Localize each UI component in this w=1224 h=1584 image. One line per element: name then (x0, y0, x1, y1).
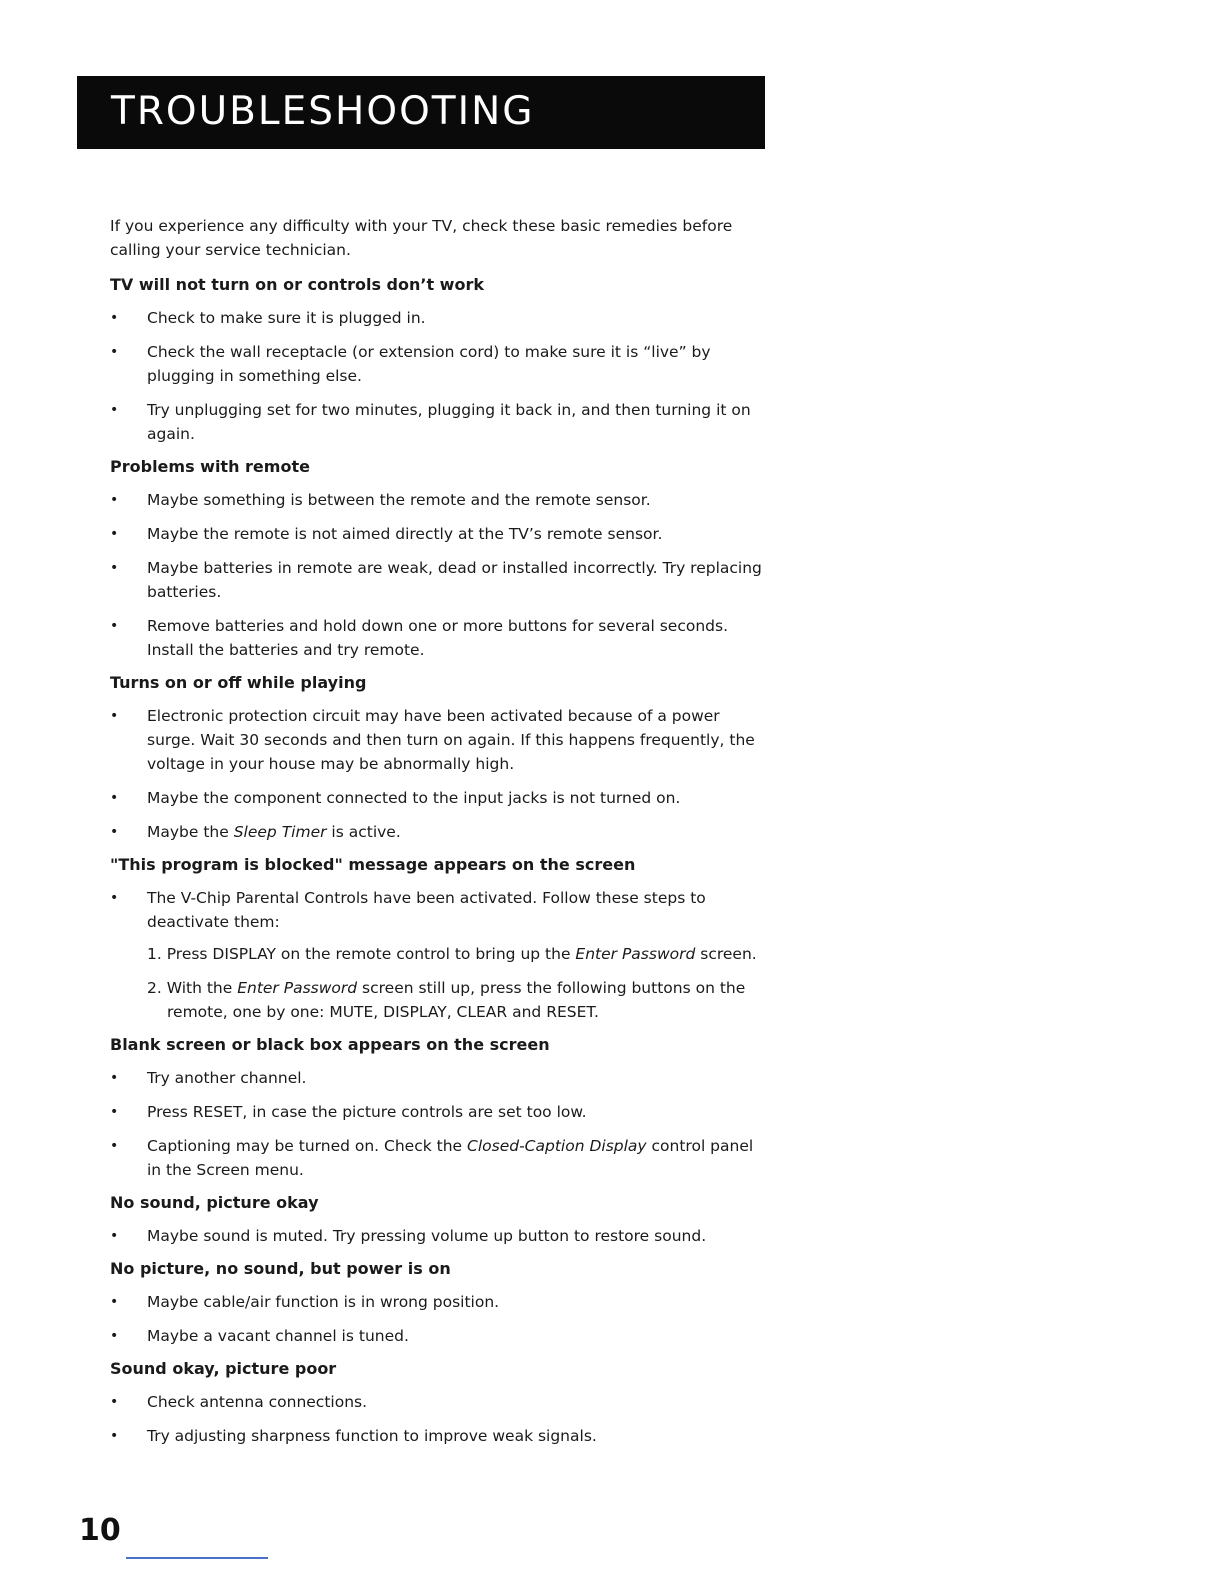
remedy-item (110, 1324, 770, 1348)
remedy-item (110, 786, 770, 810)
remedy-list (110, 488, 770, 662)
title-banner (77, 76, 765, 149)
remedy-text: Check antenna connections. (147, 1393, 368, 1411)
step-list (147, 942, 770, 1024)
section-heading: No picture, no sound, but power is on (110, 1259, 451, 1278)
page-title: TROUBLESHOOTING (111, 89, 535, 134)
remedy-text: The V-Chip Parental Controls have been activated. Follow these steps to deactivate them: (147, 889, 706, 931)
remedy-item (110, 488, 770, 512)
section-heading: Sound okay, picture poor (110, 1359, 337, 1378)
text-segment: screen. (695, 945, 757, 963)
intro-paragraph: If you experience any difficulty with your TV, check these basic remedies before calling your service technician. (110, 217, 733, 259)
emphasized-term: Enter Password (575, 945, 696, 963)
step-item (147, 976, 770, 1024)
remedy-list (110, 704, 770, 844)
text-segment: screen still up, press the following buttons on the remote, one by one: MUTE, DISPLAY, CLEAR and RESET. (167, 979, 746, 1021)
remedy-item (110, 1066, 770, 1090)
remedy-item (110, 886, 770, 1024)
remedy-item (110, 522, 770, 546)
text-segment: Maybe the (147, 823, 234, 841)
remedy-item (110, 1224, 770, 1248)
text-segment: 1. Press DISPLAY on the remote control to bring up the (147, 945, 576, 963)
section-heading: Blank screen or black box appears on the screen (110, 1035, 550, 1054)
remedy-text: Press RESET, in case the picture controls are set too low. (147, 1103, 587, 1121)
emphasized-term: Enter Password (237, 979, 358, 997)
remedy-text: Try another channel. (147, 1069, 307, 1087)
section-heading: Problems with remote (110, 457, 310, 476)
remedy-text: Try adjusting sharpness function to improve weak signals. (147, 1427, 597, 1445)
remedy-text: Maybe sound is muted. Try pressing volume up button to restore sound. (147, 1227, 707, 1245)
remedy-item (110, 1390, 770, 1414)
remedy-item (110, 614, 770, 662)
remedy-item (110, 820, 770, 844)
footer-rule (126, 1557, 268, 1559)
remedy-text: Maybe something is between the remote and the remote sensor. (147, 491, 651, 509)
text-segment: Captioning may be turned on. Check the (147, 1137, 468, 1155)
remedy-item (110, 556, 770, 604)
remedy-item (110, 1100, 770, 1124)
remedy-item (110, 1424, 770, 1448)
remedy-text: Check to make sure it is plugged in. (147, 309, 426, 327)
remedy-text: Remove batteries and hold down one or more buttons for several seconds. Install the batteries and try remote. (147, 617, 728, 659)
remedy-list (110, 1224, 770, 1248)
section-heading: No sound, picture okay (110, 1193, 319, 1212)
remedy-item (110, 340, 770, 388)
remedy-item (110, 1134, 770, 1182)
troubleshooting-content (110, 214, 770, 1458)
remedy-list (110, 1290, 770, 1348)
emphasized-term: Sleep Timer (233, 823, 327, 841)
remedy-list (110, 886, 770, 1024)
remedy-text: Maybe the remote is not aimed directly at the TV’s remote sensor. (147, 525, 663, 543)
remedy-text: Try unplugging set for two minutes, plugging it back in, and then turning it on again. (147, 401, 751, 443)
remedy-item (110, 1290, 770, 1314)
step-item (147, 942, 770, 966)
emphasized-term: Closed-Caption Display (467, 1137, 647, 1155)
remedy-text: Electronic protection circuit may have been activated because of a power surge. Wait 30 seconds and then turn on again. If this happens frequently, the voltage in your house may be abnormally high. (147, 707, 755, 773)
section-heading: "This program is blocked" message appears on the screen (110, 855, 636, 874)
remedy-list (110, 1066, 770, 1182)
text-segment: 2. With the (147, 979, 238, 997)
text-segment: control panel in the Screen menu. (147, 1137, 754, 1179)
text-segment: is active. (326, 823, 401, 841)
remedy-list (110, 306, 770, 446)
remedy-text: Maybe cable/air function is in wrong position. (147, 1293, 500, 1311)
remedy-text: Maybe batteries in remote are weak, dead or installed incorrectly. Try replacing batteries. (147, 559, 762, 601)
remedy-text: Check the wall receptacle (or extension cord) to make sure it is “live” by plugging in something else. (147, 343, 711, 385)
remedy-item (110, 398, 770, 446)
remedy-text: Maybe a vacant channel is tuned. (147, 1327, 409, 1345)
remedy-text: Maybe the component connected to the input jacks is not turned on. (147, 789, 681, 807)
remedy-list (110, 1390, 770, 1448)
remedy-item (110, 306, 770, 330)
section-heading: Turns on or off while playing (110, 673, 367, 692)
section-heading: TV will not turn on or controls don’t work (110, 275, 484, 294)
remedy-item (110, 704, 770, 776)
page-number: 10 (79, 1513, 121, 1548)
